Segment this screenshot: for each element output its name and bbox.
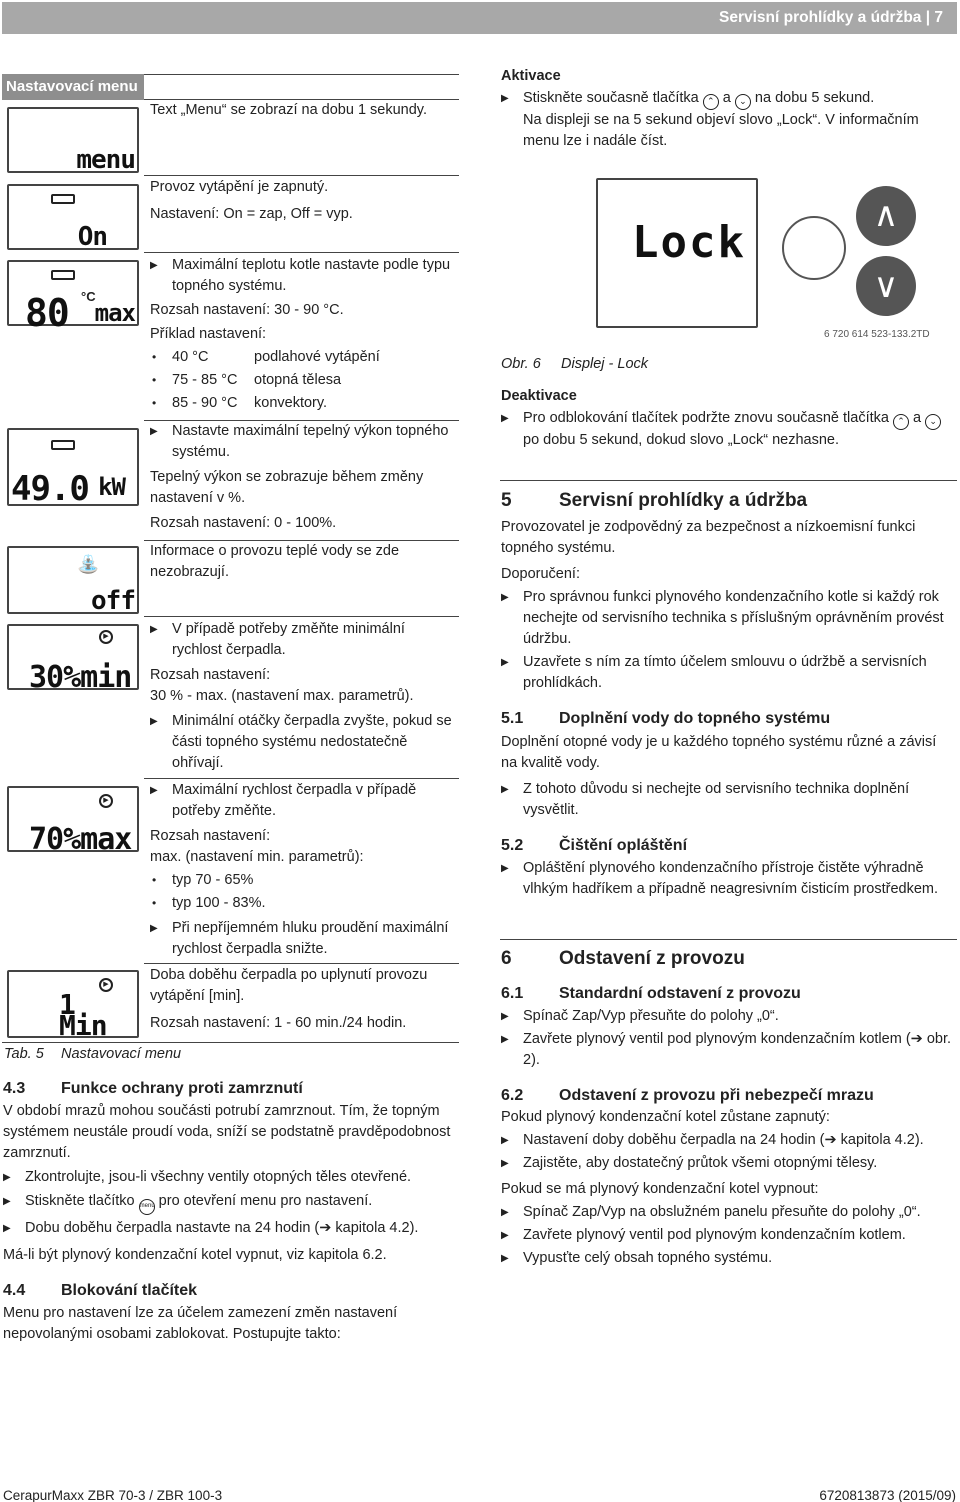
- heading-6: 6 Odstavení z provozu: [501, 948, 745, 969]
- lcd-pump-max: [7, 786, 139, 857]
- lcd-on-text: On: [77, 222, 107, 252]
- paragraph: Provozovatel je zodpovědný za bezpečnost a nízkoemisní funkci topného systému.: [501, 519, 916, 556]
- heading-5: 5 Servisní prohlídky a údržba: [501, 490, 808, 511]
- row-heating: [150, 177, 455, 225]
- table-rule: [144, 252, 459, 253]
- activation-block: [501, 66, 956, 152]
- row-bullet: ▶ V případě potřeby změňte minimální rychlost čerpadla.: [150, 619, 455, 661]
- bullet: ▶ Zavřete plynový ventil pod plynovým kondenzačním kotlem.: [501, 1225, 951, 1246]
- lcd-menu: [7, 107, 139, 173]
- bullet: ▶ Stiskněte tlačítko menu pro otevření menu pro nastavení.: [3, 1191, 455, 1215]
- table-rule: [144, 963, 459, 964]
- lcd-pump-max-text: 70%max: [29, 822, 132, 857]
- example-item: • 75 - 85 °C otopná tělesa: [150, 370, 455, 391]
- table-rule: [144, 778, 459, 779]
- lcd-pump-min-text: 30%min: [29, 660, 132, 695]
- type-item: • typ 100 - 83%.: [150, 893, 455, 914]
- radiator-icon: [51, 440, 75, 450]
- row-text: Informace o provozu teplé vody se zde nezobrazují.: [150, 543, 400, 580]
- row-bullet: ▶ Nastavte maximální tepelný výkon topného systému.: [150, 421, 455, 463]
- figure-caption: Obr. 6 Displej - Lock: [501, 356, 649, 372]
- page-header: Servisní prohlídky a údržba | 7: [2, 2, 957, 34]
- bullet: ▶ Zkontrolujte, jsou-li všechny ventily otopných těles otevřené.: [3, 1167, 455, 1188]
- paragraph: Na displeji se na 5 sekund objeví slovo „Lock“. V informačním menu lze i nadále číst.: [523, 112, 919, 149]
- lcd-kw-unit: kW: [98, 473, 125, 501]
- table-rule: [144, 616, 459, 617]
- heading-4-3: 4.3 Funkce ochrany proti zamrznutí: [3, 1080, 303, 1097]
- row-text: Rozsah nastavení: 1 - 60 min./24 hodin.: [150, 1015, 407, 1031]
- row-dhw: [150, 541, 455, 583]
- section-rule: [500, 939, 957, 940]
- table-rule: [2, 1042, 459, 1043]
- figure-display-lock: [500, 172, 957, 342]
- pump-icon: ▶: [99, 978, 113, 992]
- bullet: ▶ Zajistěte, aby dostatečný průtok všemi otopnými tělesy.: [501, 1153, 951, 1174]
- row-bullet: ▶ Maximální rychlost čerpadla v případě potřeby změňte.: [150, 780, 455, 822]
- row-text: Příklad nastavení:: [150, 326, 267, 342]
- lcd-max-text: max: [94, 299, 135, 327]
- lcd-dhw-off: [7, 546, 139, 614]
- bullet: ▶ Dobu doběhu čerpadla nastavte na 24 hodin (➔ kapitola 4.2).: [3, 1218, 455, 1239]
- paragraph: Pokud se má plynový kondenzační kotel vypnout:: [501, 1181, 819, 1197]
- row-text: Doba doběhu čerpadla po uplynutí provozu vytápění [min].: [150, 967, 428, 1004]
- radiator-icon: [51, 270, 75, 280]
- down-button-icon: ⌄: [735, 94, 751, 110]
- row-runon: [150, 965, 455, 1034]
- bullet: ▶ Pro správnou funkci plynového kondenzačního kotle si každý rok nechejte od servisního technika s příslušným oprávněním provést údržbu.: [501, 587, 951, 650]
- row-text: max. (nastavení min. parametrů):: [150, 849, 364, 865]
- table-rule: [144, 175, 459, 176]
- lcd-temp-max: [7, 260, 139, 335]
- deactivation-block: [501, 386, 956, 451]
- row-menu: [150, 100, 455, 121]
- lcd-power: [7, 428, 139, 509]
- row-text: Rozsah nastavení: 30 - 90 °C.: [150, 302, 344, 318]
- row-text: Text „Menu“ se zobrazí na dobu 1 sekundy.: [150, 102, 427, 118]
- type-item: • typ 70 - 65%: [150, 870, 455, 891]
- pump-icon: ▶: [99, 630, 113, 644]
- table-header: Nastavovací menu: [2, 74, 144, 100]
- row-text: 30 % - max. (nastavení max. parametrů).: [150, 688, 414, 704]
- pump-icon: ▶: [99, 794, 113, 808]
- lcd-celsius: °C: [81, 289, 96, 304]
- heading-deactivation: Deaktivace: [501, 388, 577, 404]
- heading-activation: Aktivace: [501, 68, 561, 84]
- row-text: Rozsah nastavení:: [150, 667, 271, 683]
- row-bullet: ▶ Minimální otáčky čerpadla zvyšte, pokud se části topného systému nedostatečně ohřívají.: [150, 711, 455, 774]
- bullet: ▶ Stiskněte současně tlačítka ⌃ a ⌄ na dobu 5 sekund.: [501, 88, 956, 110]
- lock-text: Lock: [632, 217, 746, 268]
- bullet: ▶ Pro odblokování tlačítek podržte znovu současně tlačítka ⌃ a ⌄ po dobu 5 sekund, dokud slovo „Lock“ nezhasne.: [501, 408, 956, 451]
- lcd-off-text: off: [91, 586, 135, 616]
- bullet: ▶ Spínač Zap/Vyp na obslužném panelu přesuňte do polohy „0“.: [501, 1202, 951, 1223]
- heading-6-1: 6.1 Standardní odstavení z provozu: [501, 985, 801, 1002]
- paragraph: V období mrazů mohou součásti potrubí zamrznout. Tím, že topným systémem neustále proudí voda, sníží se podstatně pravděpodobnost zamrznutí.: [3, 1103, 451, 1161]
- heading-4-4: 4.4 Blokování tlačítek: [3, 1282, 198, 1299]
- paragraph: Menu pro nastavení lze za účelem zamezení změn nastavení nepovolanými osobami zablokovat. Postupujte takto:: [3, 1305, 398, 1342]
- footer-model: CerapurMaxx ZBR 70-3 / ZBR 100-3: [3, 1488, 223, 1502]
- heading-6-2: 6.2 Odstavení z provozu při nebezpečí mrazu: [501, 1087, 874, 1104]
- lcd-on: [7, 184, 139, 250]
- row-text: Rozsah nastavení: 0 - 100%.: [150, 515, 337, 531]
- lcd-power-value: 49.0: [11, 469, 89, 509]
- up-button-icon: ⌃: [893, 414, 909, 430]
- up-button-icon: ⌃: [703, 94, 719, 110]
- bullet: ▶ Spínač Zap/Vyp přesuňte do polohy „0“.: [501, 1006, 951, 1027]
- table-caption: Tab. 5 Nastavovací menu: [4, 1046, 182, 1062]
- bullet: ▶ Vypusťte celý obsah topného systému.: [501, 1248, 951, 1269]
- row-bullet: ▶ Maximální teplotu kotle nastavte podle typu topného systému.: [150, 255, 455, 297]
- lcd-runon: [7, 970, 139, 1042]
- section-4-3: [3, 1078, 455, 1345]
- row-text: Provoz vytápění je zapnutý.: [150, 179, 329, 195]
- paragraph: Doplnění otopné vody je u každého topného systému různé a závisí na kvalitě vody.: [501, 734, 937, 771]
- row-max-temp: [150, 255, 455, 414]
- lcd-temp-value: 80: [25, 291, 69, 335]
- row-bullet: ▶ Při nepříjemném hluku proudění maximální rychlost čerpadla snižte.: [150, 918, 455, 960]
- display-panel: [596, 178, 758, 328]
- paragraph: Pokud plynový kondenzační kotel zůstane zapnutý:: [501, 1109, 830, 1125]
- radiator-icon: [51, 194, 75, 204]
- bullet: ▶ Opláštění plynového kondenzačního přístroje čistěte výhradně vlhkým hadříkem a případně neagresivním čisticím prostředkem.: [501, 858, 951, 900]
- row-text: Tepelný výkon se zobrazuje během změny nastavení v %.: [150, 469, 424, 506]
- section-6: [501, 948, 951, 1269]
- section-rule: [500, 480, 957, 481]
- row-pump-min: [150, 619, 455, 774]
- heading-5-1: 5.1 Doplnění vody do topného systému: [501, 710, 831, 727]
- knob-button: [782, 216, 846, 280]
- figure-code: 6 720 614 523-133.2TD: [824, 329, 930, 340]
- footer-doc-number: 6720813873 (2015/09): [819, 1488, 956, 1502]
- menu-button-icon: menu: [139, 1199, 155, 1215]
- down-button-icon: ∨: [856, 256, 916, 316]
- lcd-menu-text: menu: [76, 145, 135, 175]
- up-button-icon: ∧: [856, 186, 916, 246]
- example-item: • 85 - 90 °C konvektory.: [150, 393, 455, 414]
- row-power: [150, 421, 455, 534]
- heading-5-2: 5.2 Čištění opláštění: [501, 837, 688, 854]
- bullet: ▶ Zavřete plynový ventil pod plynovým kondenzačním kotlem (➔ obr. 2).: [501, 1029, 951, 1071]
- paragraph: Doporučení:: [501, 566, 580, 582]
- row-text: Rozsah nastavení:: [150, 828, 271, 844]
- bullet: ▶ Z tohoto důvodu si nechejte od servisního technika doplnění vysvětlit.: [501, 779, 951, 821]
- paragraph: Má-li být plynový kondenzační kotel vypnut, viz kapitola 6.2.: [3, 1247, 387, 1263]
- tap-icon: ⛲: [77, 554, 100, 574]
- bullet: ▶ Uzavřete s ním za tímto účelem smlouvu o údržbě a servisních prohlídkách.: [501, 652, 951, 694]
- lcd-pump-min: [7, 624, 139, 695]
- row-pump-max: [150, 780, 455, 960]
- row-text: Nastavení: On = zap, Off = vyp.: [150, 206, 353, 222]
- table-header-rule: [144, 74, 459, 100]
- lcd-runon-text: 1 Min: [59, 988, 107, 1042]
- example-item: • 40 °C podlahové vytápění: [150, 347, 455, 368]
- down-button-icon: ⌄: [925, 414, 941, 430]
- bullet: ▶ Nastavení doby doběhu čerpadla na 24 hodin (➔ kapitola 4.2).: [501, 1130, 951, 1151]
- section-5: [501, 490, 951, 900]
